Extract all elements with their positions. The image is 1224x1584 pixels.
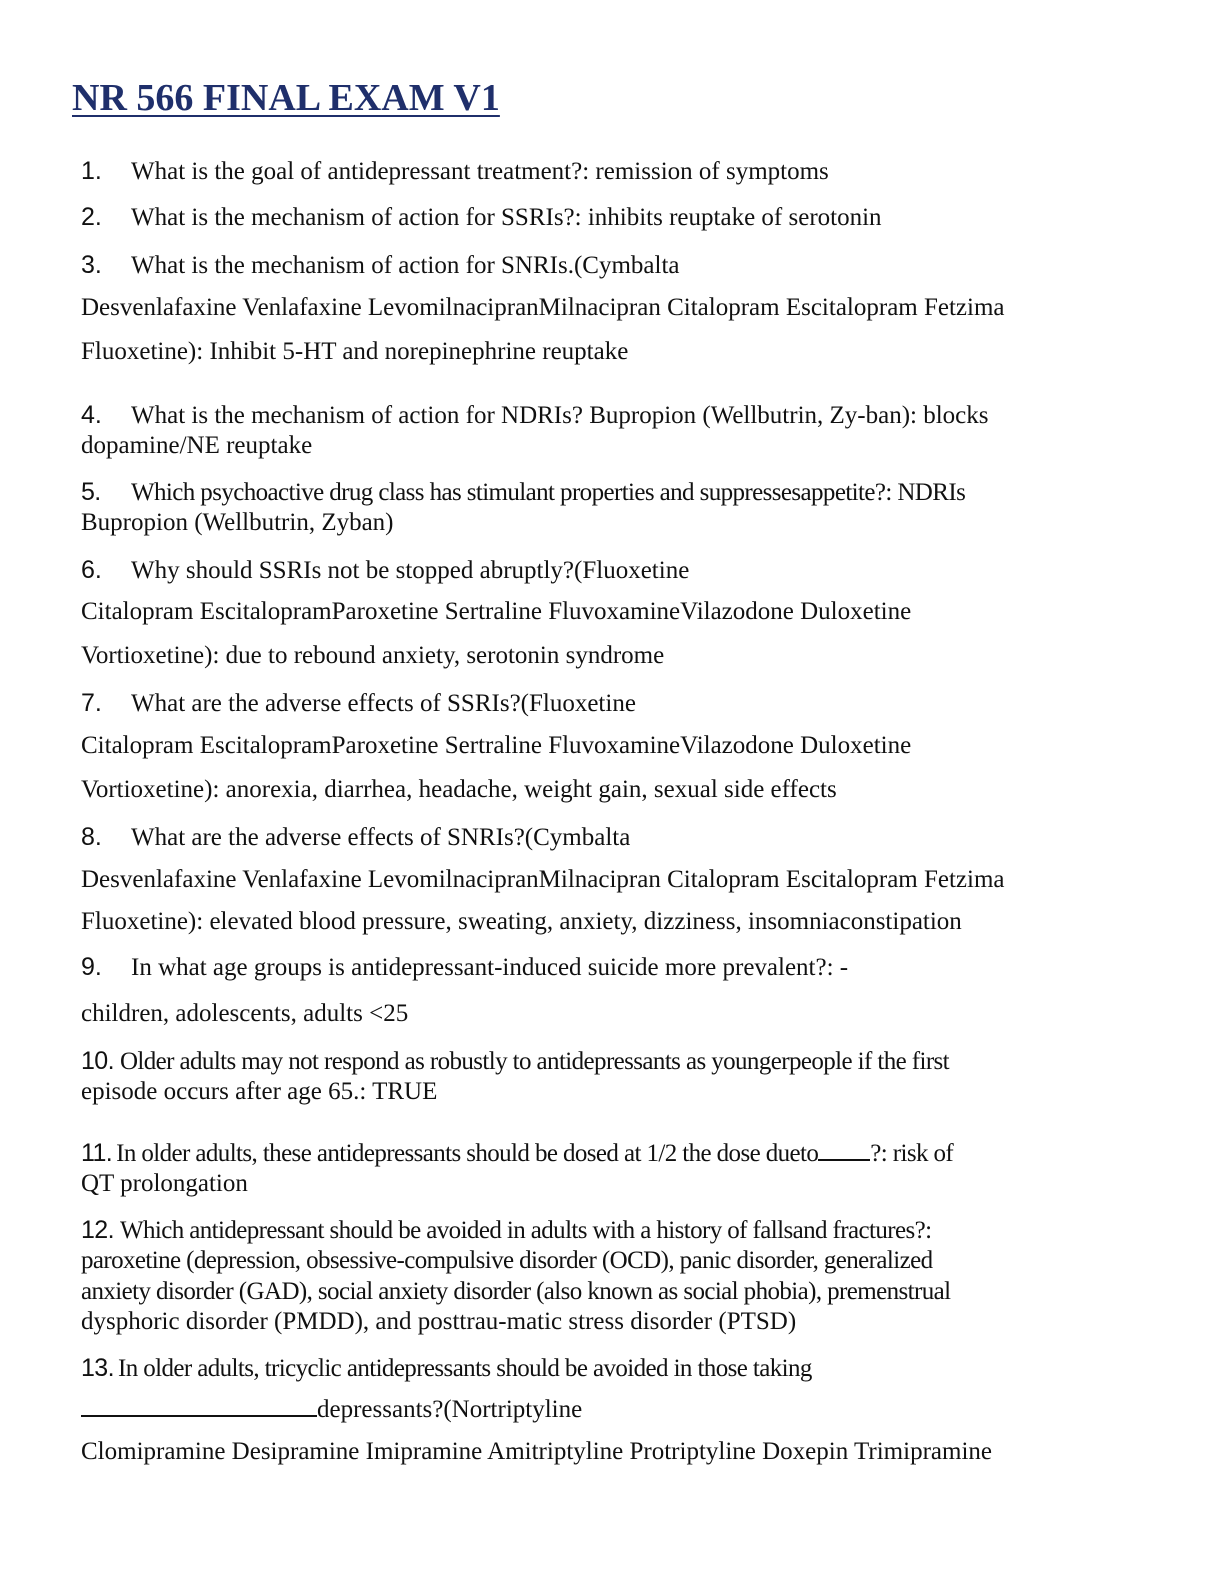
question-4 xyxy=(81,400,989,431)
question-text: What is the mechanism of action for SSRIs?: inhibits reuptake of serotonin xyxy=(131,204,882,231)
question-13-line-3: Clomipramine Desipramine Imipramine Amitriptyline Protriptyline Doxepin Trimipramine xyxy=(81,1438,992,1465)
question-10-line-2: episode occurs after age 65.: TRUE xyxy=(81,1078,438,1105)
document-title: NR 566 FINAL EXAM V1 xyxy=(72,77,500,119)
question-text: Older adults may not respond as robustly to antidepressants as youngerpeople if the first xyxy=(119,1048,950,1075)
question-text: What is the mechanism of action for NDRIs? Bupropion (Wellbutrin, Zy-ban): blocks xyxy=(131,402,989,429)
question-3-line-2: Desvenlafaxine Venlafaxine LevomilnacipranMilnacipran Citalopram Escitalopram Fetzima xyxy=(81,294,1005,321)
question-text: Which antidepressant should be avoided in adults with a history of fallsand fractures?: xyxy=(119,1217,932,1244)
question-7-line-3: Vortioxetine): anorexia, diarrhea, headache, weight gain, sexual side effects xyxy=(81,776,837,803)
question-number: 5. xyxy=(81,478,101,506)
question-4-line-2: dopamine/NE reuptake xyxy=(81,432,313,459)
question-11-line-2: QT prolongation xyxy=(81,1170,248,1197)
question-text: depressants?(Nortriptyline xyxy=(317,1396,583,1423)
fill-in-blank xyxy=(818,1141,870,1161)
question-text-end: ?: risk of xyxy=(870,1140,954,1167)
question-number: 2. xyxy=(81,203,102,231)
question-number: 7. xyxy=(81,689,102,717)
question-12-line-4: dysphoric disorder (PMDD), and posttrau-matic stress disorder (PTSD) xyxy=(81,1308,797,1335)
question-8 xyxy=(81,822,630,853)
question-10 xyxy=(81,1046,949,1077)
question-13-line-2 xyxy=(81,1395,582,1425)
question-number: 12. xyxy=(81,1216,114,1244)
question-number: 6. xyxy=(81,556,102,584)
question-text: What are the adverse effects of SSRIs?(Fluoxetine xyxy=(131,690,636,717)
question-number: 4. xyxy=(81,401,102,429)
question-12 xyxy=(81,1215,931,1246)
question-text: In older adults, tricyclic antidepressants should be avoided in those taking xyxy=(117,1355,812,1382)
question-13 xyxy=(81,1353,812,1384)
question-6 xyxy=(81,555,689,586)
question-8-line-2: Desvenlafaxine Venlafaxine LevomilnacipranMilnacipran Citalopram Escitalopram Fetzima xyxy=(81,866,1005,893)
question-text: What is the goal of antidepressant treatment?: remission of symptoms xyxy=(131,158,829,185)
question-12-line-2: paroxetine (depression, obsessive-compulsive disorder (OCD), panic disorder, generalized xyxy=(81,1247,933,1274)
question-5 xyxy=(81,477,965,508)
question-6-line-2: Citalopram EscitalopramParoxetine Sertraline FluvoxamineVilazodone Duloxetine xyxy=(81,598,912,625)
question-number: 11. xyxy=(81,1139,113,1167)
question-text: What is the mechanism of action for SNRIs.(Cymbalta xyxy=(131,252,680,279)
question-8-line-3: Fluoxetine): elevated blood pressure, sweating, anxiety, dizziness, insomniaconstipation xyxy=(81,908,962,935)
question-number: 1. xyxy=(81,157,102,185)
question-text: In what age groups is antidepressant-induced suicide more prevalent?: - xyxy=(131,954,849,981)
question-1 xyxy=(81,156,829,187)
question-text: What are the adverse effects of SNRIs?(Cymbalta xyxy=(131,824,631,851)
question-7-line-2: Citalopram EscitalopramParoxetine Sertraline FluvoxamineVilazodone Duloxetine xyxy=(81,732,912,759)
question-11 xyxy=(81,1138,953,1169)
question-6-line-3: Vortioxetine): due to rebound anxiety, serotonin syndrome xyxy=(81,642,665,669)
question-number: 10. xyxy=(81,1047,114,1075)
question-3 xyxy=(81,250,680,281)
question-number: 8. xyxy=(81,823,102,851)
question-2 xyxy=(81,202,882,233)
question-number: 9. xyxy=(81,953,102,981)
question-9-line-2: children, adolescents, adults <25 xyxy=(81,1000,409,1027)
question-text: Why should SSRIs not be stopped abruptly?(Fluoxetine xyxy=(131,557,690,584)
question-text: In older adults, these antidepressants should be dosed at 1/2 the dose dueto xyxy=(116,1140,819,1167)
question-number: 3. xyxy=(81,251,102,279)
question-number: 13. xyxy=(81,1354,114,1382)
fill-in-blank xyxy=(81,1397,317,1417)
question-5-line-2: Bupropion (Wellbutrin, Zyban) xyxy=(81,509,394,536)
question-7 xyxy=(81,688,636,719)
question-12-line-3: anxiety disorder (GAD), social anxiety disorder (also known as social phobia), premenstrual xyxy=(81,1278,951,1305)
question-text: Which psychoactive drug class has stimulant properties and suppressesappetite?: NDRIs xyxy=(131,479,966,506)
question-3-line-3: Fluoxetine): Inhibit 5-HT and norepinephrine reuptake xyxy=(81,338,629,365)
question-9 xyxy=(81,952,848,983)
